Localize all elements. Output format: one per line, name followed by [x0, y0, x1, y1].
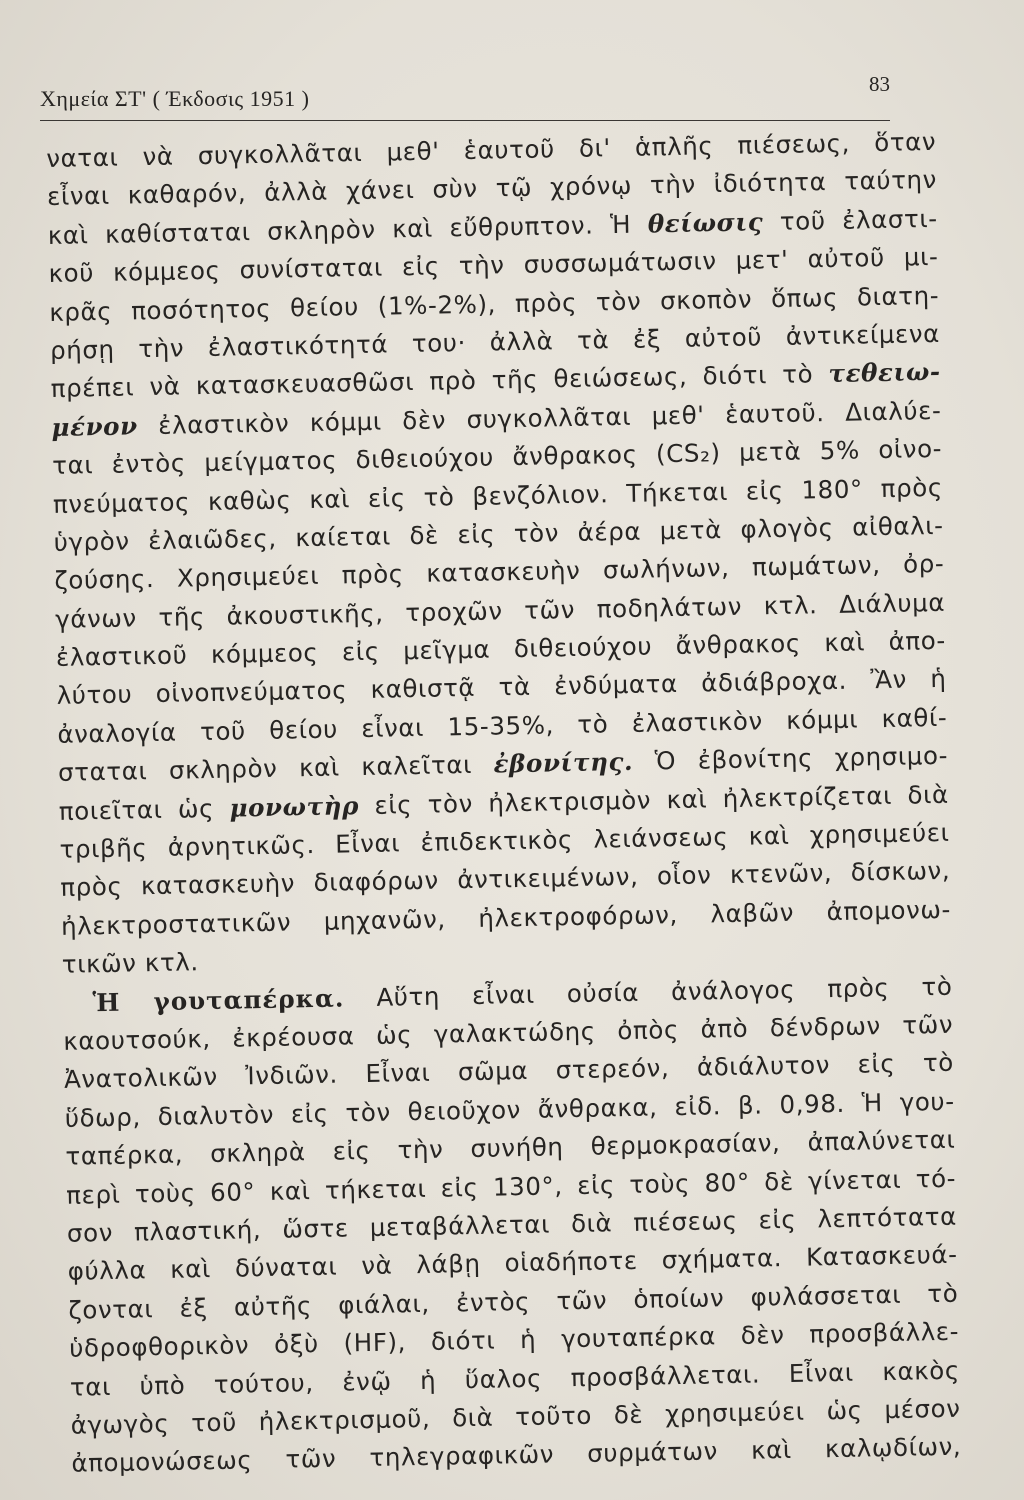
- text-line: ται ὑπὸ τούτου, ἐνῷ ἡ ὕαλος προσβάλλεται. Εἶναι κακὸς: [69, 1355, 961, 1402]
- term-monotir: μονωτὴρ: [229, 790, 360, 823]
- text-fragment: εἰς τὸν ἠλεκτρισμὸν καὶ ἠλεκτρίζεται διὰ: [374, 779, 949, 820]
- text-line: ἀγωγὸς τοῦ ἠλεκτρισμοῦ, διὰ τοῦτο δὲ χρησιμεύει ὡς μέσον: [70, 1393, 961, 1440]
- text-line: περὶ τοὺς 60° καὶ τήκεται εἰς 130°, εἰς τοὺς 80° δὲ γίνεται τό-: [65, 1163, 957, 1210]
- text-fragment: σταται σκληρὸν καὶ καλεῖται: [57, 750, 473, 788]
- text-line: κοῦ κόμμεος συνίσταται εἰς τὴν συσσωμάτωσιν μετ' αὐτοῦ μι-: [48, 242, 939, 289]
- text-fragment: ἐλαστικὸν κόμμι δὲν συγκολλᾶται μεθ' ἑαυτοῦ. Διαλύε-: [157, 395, 942, 440]
- text-line: ρήσῃ τὴν ἐλαστικότητά του· ἀλλὰ τὰ ἐξ αὐτοῦ ἀντικείμενα: [49, 318, 941, 365]
- text-line: πνεύματος καθὼς καὶ εἰς τὸ βενζόλιον. Τήκεται εἰς 180° πρὸς: [52, 472, 944, 519]
- text-line: γάνων τῆς ἀκουστικῆς, τροχῶν τῶν ποδηλάτων κτλ. Διάλυμα: [54, 587, 946, 634]
- text-line: ται ἐντὸς μείγματος διθειούχου ἄνθρακος (CS₂) μετὰ 5% οἰνο-: [51, 433, 943, 481]
- body-text: [46, 123, 962, 1484]
- header-title: Χημεία ΣΤ' ( Έκδοσις 1951 ): [40, 86, 310, 111]
- text-line: πρὸς κατασκευὴν διαφόρων ἀντικειμένων, οἷον κτενῶν, δίσκων,: [60, 856, 951, 903]
- running-header: [40, 72, 890, 121]
- term-tetheiomenon-part1: τεθειω-: [828, 357, 941, 389]
- text-fragment: ποιεῖται ὡς: [58, 793, 215, 826]
- text-line: ναται νὰ συγκολλᾶται μεθ' ἑαυτοῦ δι' ἁπλῆς πιέσεως, ὅταν: [46, 126, 937, 173]
- text-line: ζούσης. Χρησιμεύει πρὸς κατασκευὴν σωλήνων, πωμάτων, ὀρ-: [54, 549, 945, 596]
- section-heading-goutaperka: Ἡ γουταπέρκα.: [92, 983, 345, 1017]
- text-line: τικῶν κτλ.: [61, 947, 200, 980]
- text-line: σον πλαστική, ὥστε μεταβάλλεται διὰ πιέσεως εἰς λεπτότατα: [66, 1201, 958, 1248]
- text-line: ζονται ἐξ αὐτῆς φιάλαι, ἐντὸς τῶν ὁποίων φυλάσσεται τὸ: [68, 1278, 959, 1325]
- term-ebonitis: ἐβονίτης.: [493, 747, 634, 779]
- term-theiosis: θείωσις: [647, 207, 764, 239]
- page-number: 83: [869, 72, 890, 96]
- text-line: κρᾶς ποσότητος θείου (1%-2%), πρὸς τὸν σκοπὸν ὅπως διατη-: [49, 280, 940, 327]
- text-line: ὑδροφθορικὸν ὀξὺ (HF), διότι ἡ γουταπέρκα δὲν προσβάλλε-: [68, 1316, 960, 1363]
- text-fragment: πρέπει νὰ κατασκευασθῶσι πρὸ τῆς θειώσεως, διότι τὸ: [50, 359, 814, 404]
- text-line: Ἀνατολικῶν Ἰνδιῶν. Εἶναι σῶμα στερεόν, ἀδιάλυτον εἰς τὸ: [63, 1048, 955, 1095]
- text-fragment: καὶ καθίσταται σκληρὸν καὶ εὔθρυπτον. Ἡ: [47, 209, 632, 250]
- term-tetheiomenon-part2: μένον: [51, 411, 138, 442]
- text-line: εἶναι καθαρόν, ἀλλὰ χάνει σὺν τῷ χρόνῳ τὴν ἰδιότητα ταύτην: [46, 165, 938, 212]
- text-fragment: τοῦ ἐλαστι-: [779, 203, 938, 236]
- text-line: φύλλα καὶ δύναται νὰ λάβῃ οἱαδήποτε σχήματα. Κατασκευά-: [67, 1240, 958, 1287]
- text-line: ὑγρὸν ἐλαιῶδες, καίεται δὲ εἰς τὸν ἀέρα μετὰ φλογὸς αἰθαλι-: [53, 510, 944, 557]
- text-line: ἠλεκτροστατικῶν μηχανῶν, ἠλεκτροφόρων, λαβῶν ἀπομονω-: [60, 894, 952, 941]
- text-line: ἀναλογία τοῦ θείου εἶναι 15-35%, τὸ ἐλαστικὸν κόμμι καθί-: [57, 702, 948, 749]
- text-line: ἐλαστικοῦ κόμμεος εἰς μεῖγμα διθειούχου ἄνθρακος καὶ ἀπο-: [55, 625, 947, 672]
- text-fragment: Αὕτη εἶναι οὐσία ἀνάλογος πρὸς τὸ: [376, 971, 953, 1012]
- text-line: ταπέρκα, σκληρὰ εἰς τὴν συνήθη θερμοκρασίαν, ἀπαλύνεται: [65, 1124, 956, 1171]
- text-line: καουτσούκ, ἐκρέουσα ὡς γαλακτώδης ὀπὸς ἀπὸ δένδρων τῶν: [63, 1009, 954, 1056]
- text-line: λύτου οἰνοπνεύματος καθιστᾷ τὰ ἐνδύματα ἀδιάβροχα. Ἂν ἡ: [56, 664, 947, 711]
- text-line: ἀπομονώσεως τῶν τηλεγραφικῶν συρμάτων καὶ καλῳδίων,: [71, 1431, 962, 1479]
- text-line: τριβῆς ἀρνητικῶς. Εἶναι ἐπιδεκτικὸς λειάνσεως καὶ χρησιμεύει: [59, 817, 950, 864]
- text-line: ὕδωρ, διαλυτὸν εἰς τὸν θειοῦχον ἄνθρακα, εἰδ. β. 0,98. Ἡ γου-: [64, 1086, 955, 1133]
- text-fragment: Ὁ ἐβονίτης χρησιμο-: [654, 741, 949, 776]
